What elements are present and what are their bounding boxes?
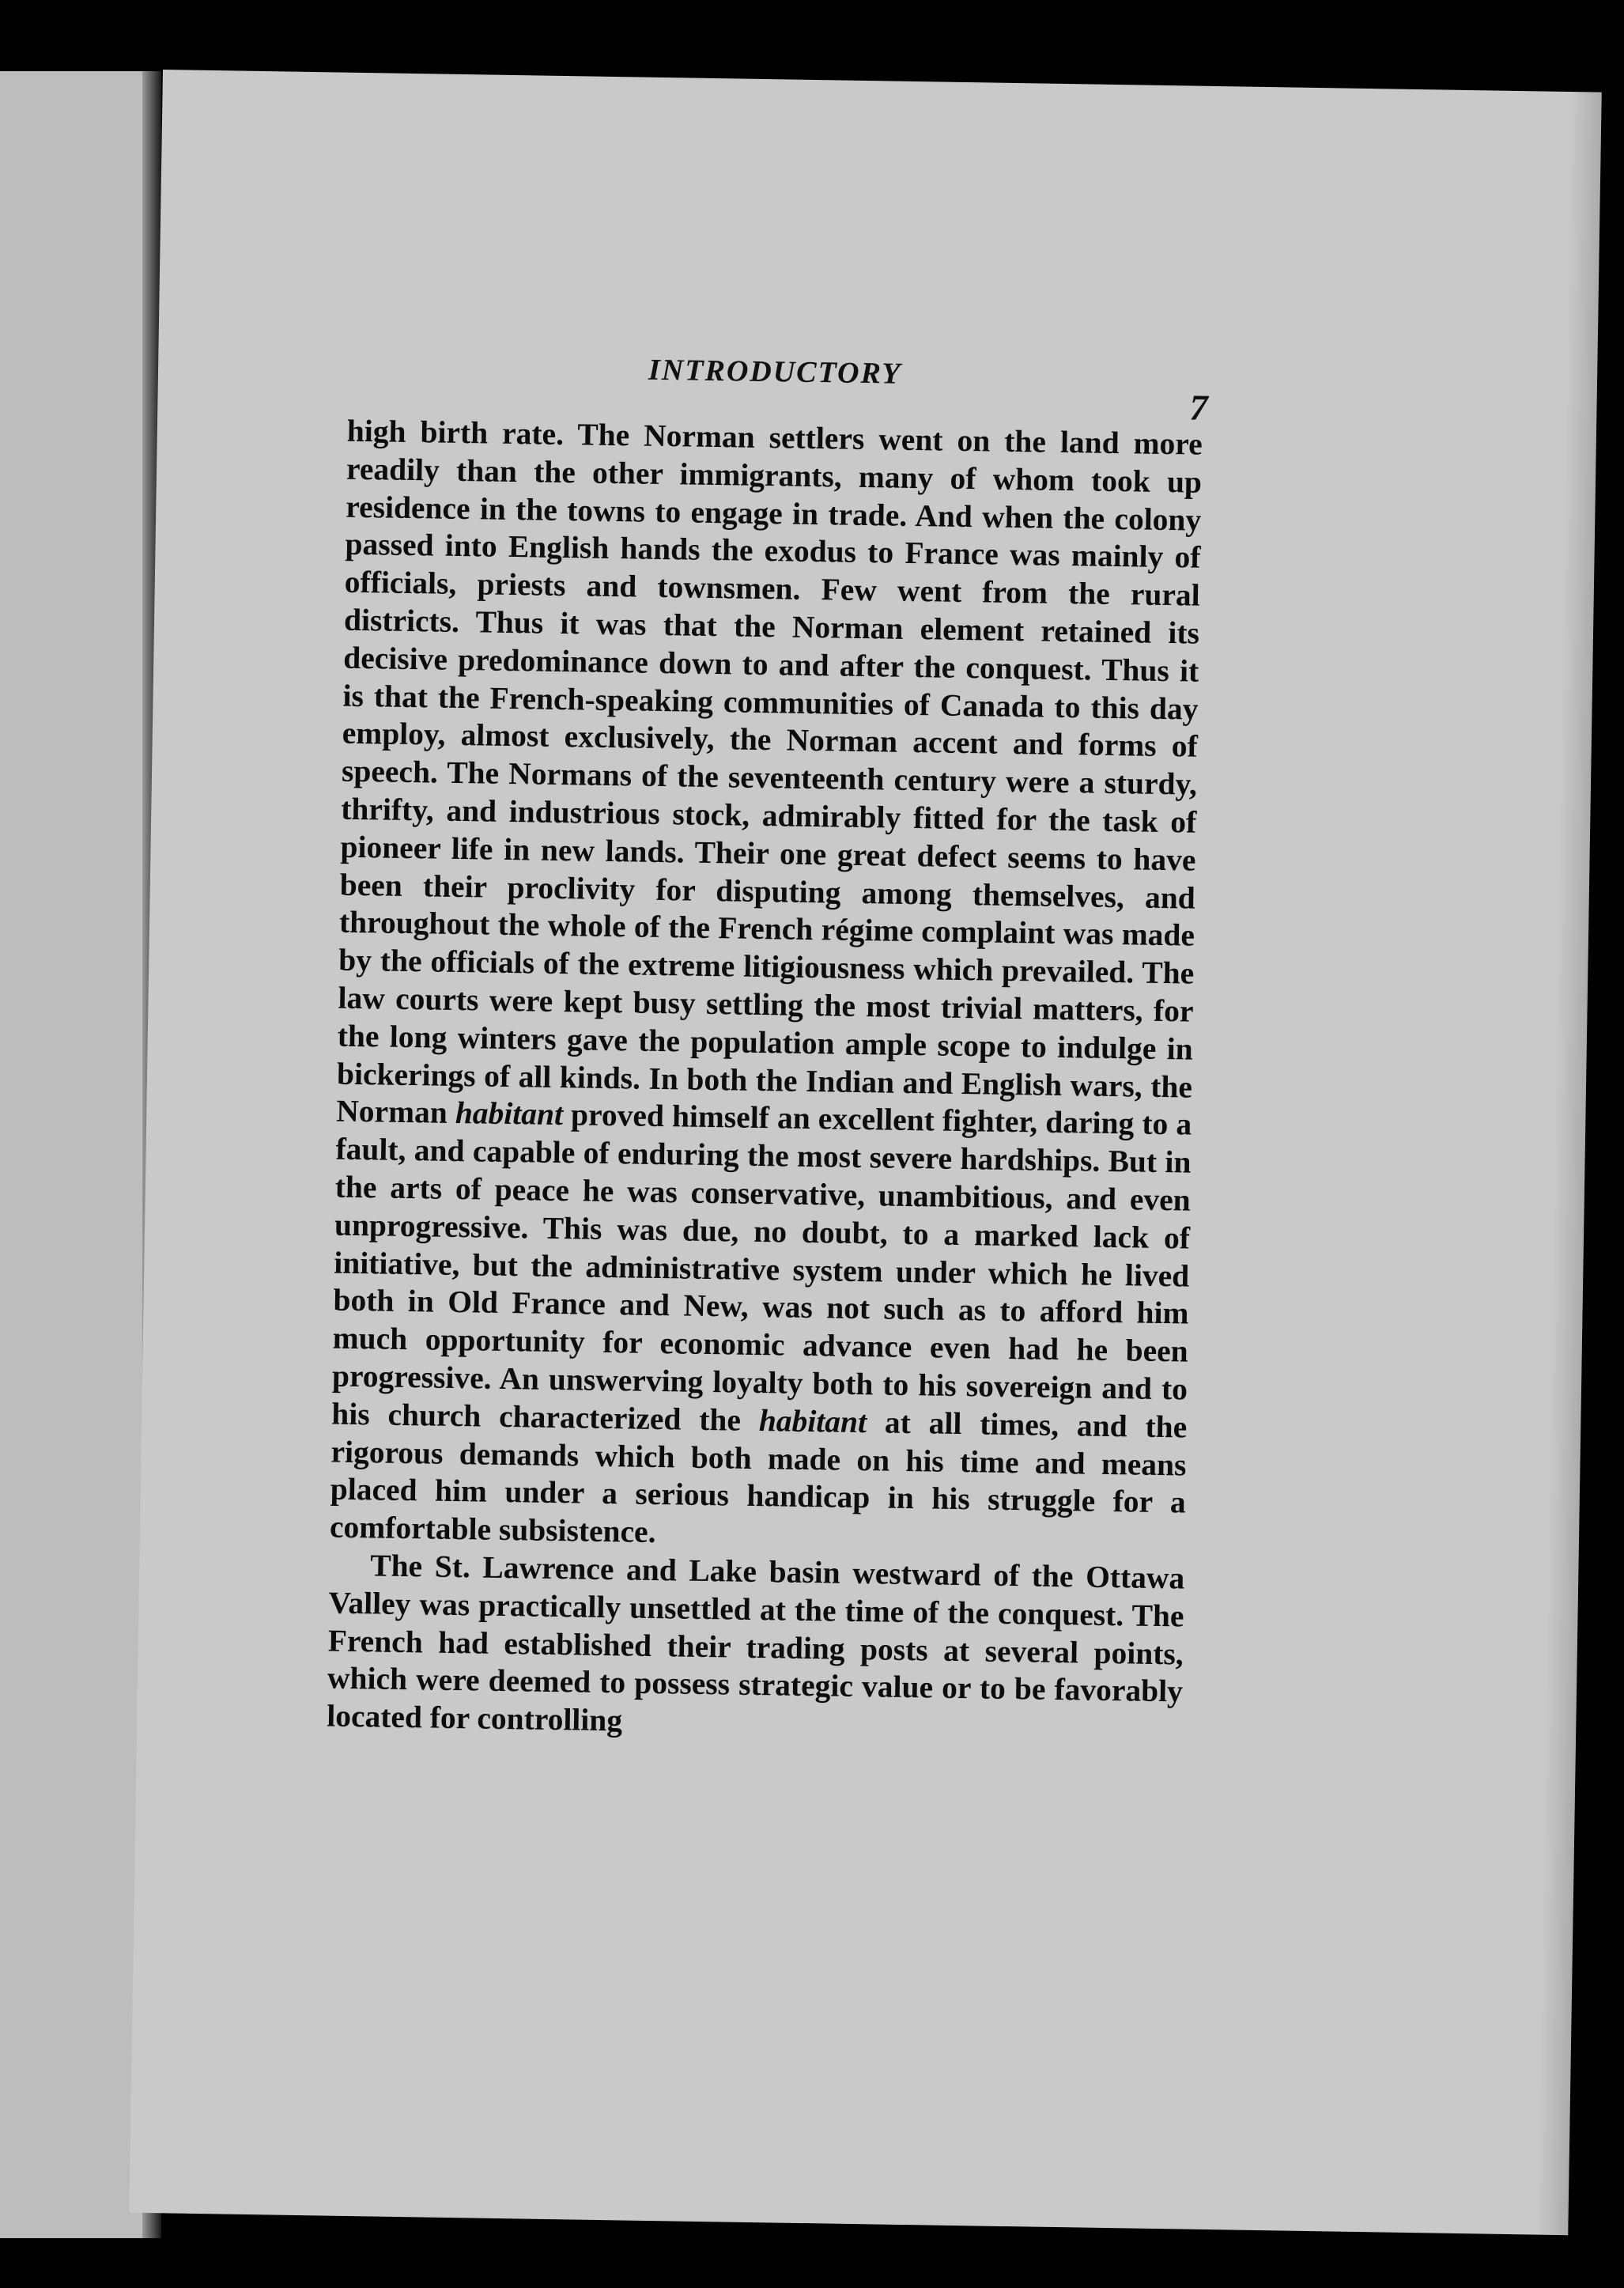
paragraph-2: The St. Lawrence and Lake basin westward of the Ottawa Valley was practically unsettled at the time of the conquest. The French had established their trading posts at several points, which were deemed to possess strategic value or to be favorably located for controlling: [326, 1548, 1185, 1738]
paragraph-1: [330, 413, 1203, 1560]
paragraph-1-part-1: high birth rate. The Norman settlers went on the land more readily than the other immigrants, many of whom took up residence in the towns to engage in trade. And when the colony passed into English hands the exodus to France was mainly of officials, priests and townsmen. Few went from the rural districts. Thus it was that the Norman element retained its decisive predominance down to and after the conquest. Thus it is that the French-speaking communities of Canada to this day employ, almost exclusively, the Norman accent and forms of speech. The Normans of the seventeenth century were a sturdy, thrifty, and industrious stock, admirably fitted for the task of pioneer life in new lands. Their one great defect seems to have been their proclivity for disputing among themselves, and throughout the whole of the French régime complaint was made by the officials of the extreme litigiousness which prevailed. The law courts were kept busy settling the most trivial matters, for the long winters gave the population ample scope to indulge in bickerings of all kinds. In both the Indian and English wars, the Norman: [335, 413, 1203, 1131]
paragraph-1-part-3: at all times, and the rigorous demands which both made on his time and means placed him under a serious handicap in his struggle for a comfortable subsistence.: [329, 1405, 1188, 1550]
italic-term-habitant: habitant: [758, 1402, 867, 1439]
italic-term-habitant: habitant: [455, 1095, 564, 1133]
running-head: INTRODUCTORY: [648, 353, 902, 391]
body-text: [327, 413, 1203, 1749]
page-number: 7: [1189, 387, 1208, 428]
paragraph-1-part-2: proved himself an excellent fighter, daring to a fault, and capable of enduring the most severe hardships. But in the arts of peace he was conservative, unambitious, and even unprogressive. This was due, no doubt, to a marked lack of initiative, but the administrative system under which he lived both in Old France and New, was not such as to afford him much opportunity for economic advance even had he been progressive. An unswerving loyalty both to his sovereign and to his church characterized the: [330, 1097, 1192, 1438]
facing-page-edge: [0, 71, 155, 2238]
page-edge-shadow: [1536, 92, 1602, 2235]
book-page: [129, 70, 1601, 2235]
